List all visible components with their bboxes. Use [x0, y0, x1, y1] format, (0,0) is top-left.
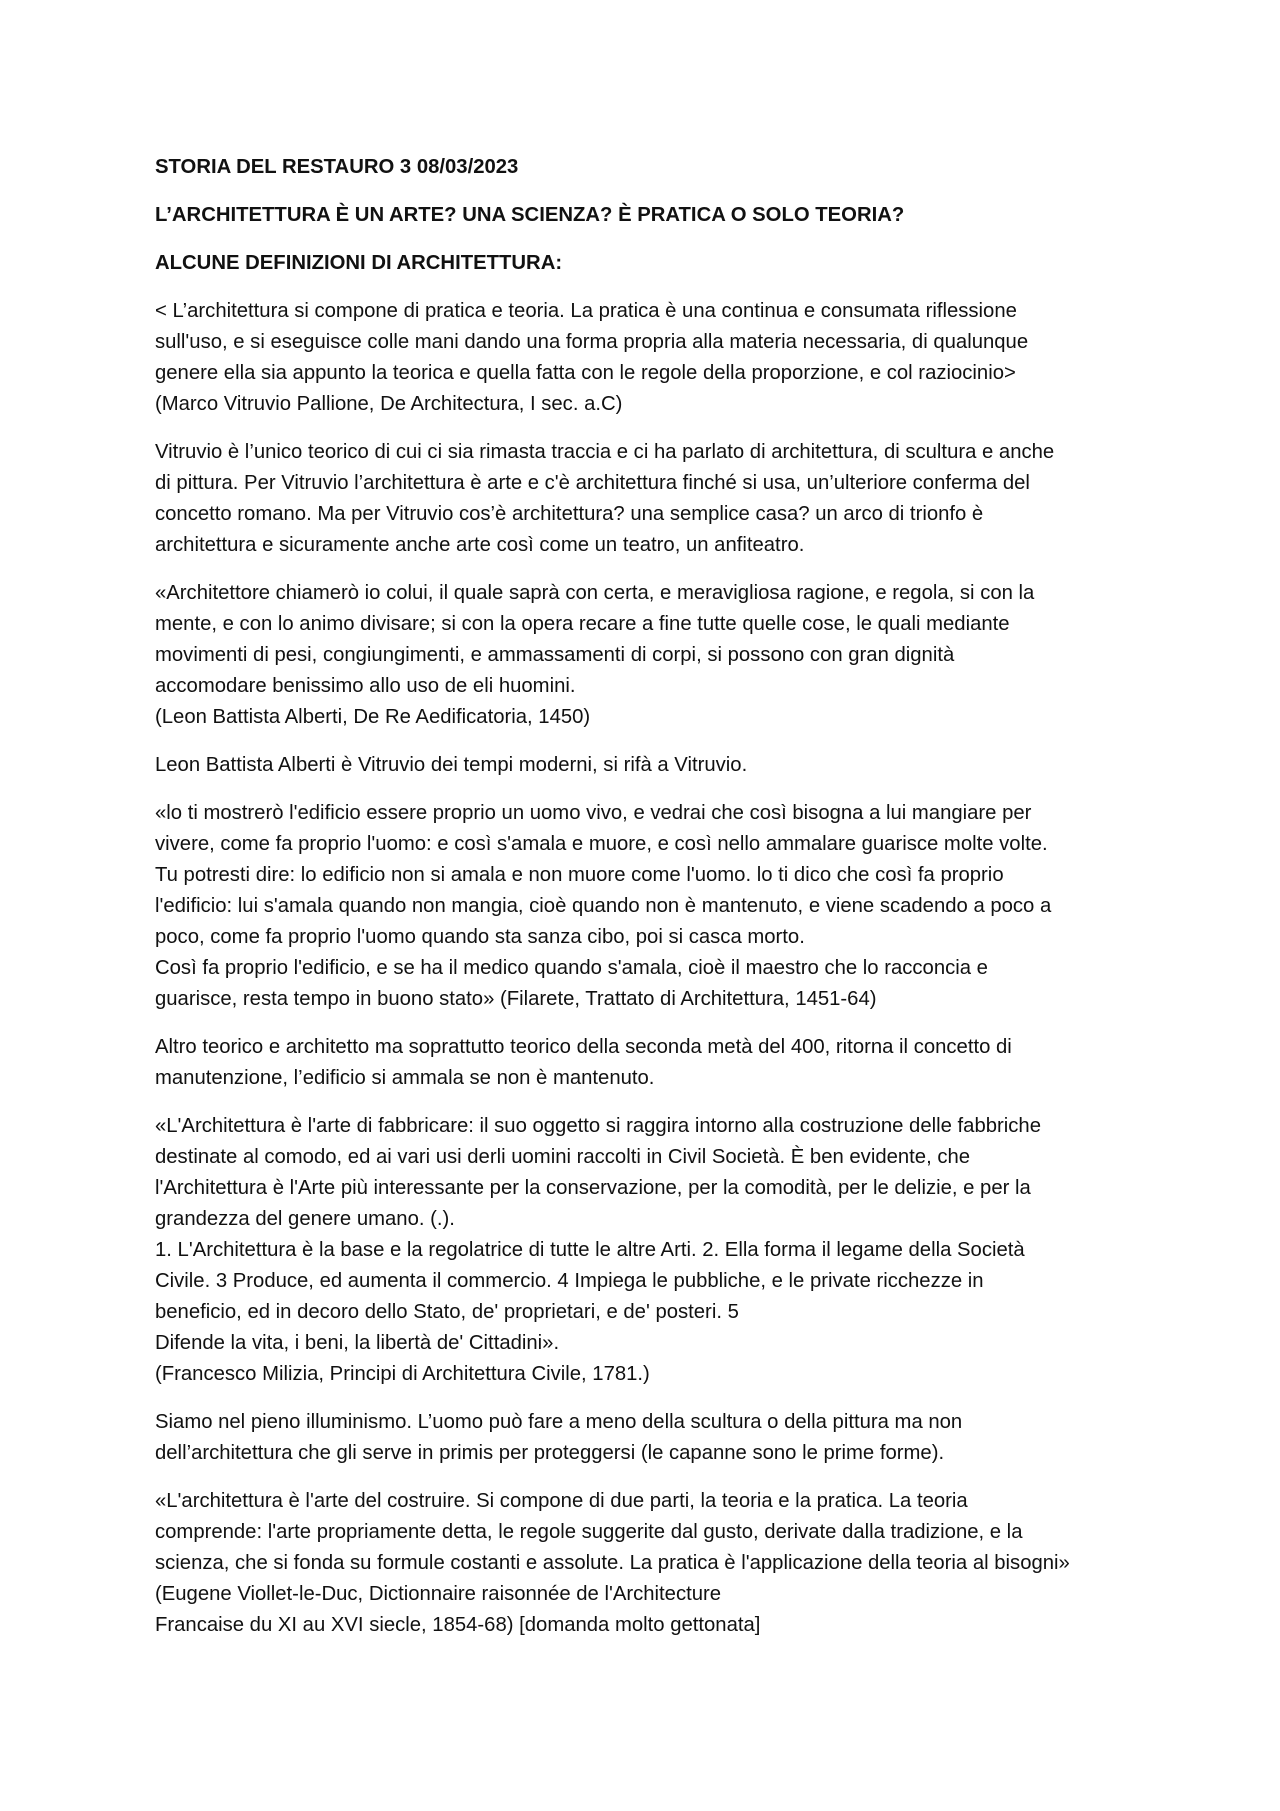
paragraph-milizia-comment: [155, 1407, 1145, 1469]
text-line: di pittura. Per Vitruvio l’architettura è arte e c'è architettura finché si usa, un’ulteriore conferma del: [155, 472, 1030, 494]
paragraph-alberti-comment: [155, 750, 1145, 781]
text-line: guarisce, resta tempo in buono stato» (Filarete, Trattato di Architettura, 1451-64): [155, 988, 877, 1010]
text-line: Leon Battista Alberti è Vitruvio dei tempi moderni, si rifà a Vitruvio.: [155, 754, 748, 776]
document-page: [155, 152, 1145, 1658]
text-line: Francaise du XI au XVI siecle, 1854-68) [domanda molto gettonata]: [155, 1614, 761, 1636]
paragraph-vitruvio-quote: [155, 296, 1145, 420]
text-line: «L'Architettura è l'arte di fabbricare: il suo oggetto si raggira intorno alla costruzione delle fabbriche: [155, 1115, 1041, 1137]
text-line: mente, e con lo animo divisare; si con la opera recare a fine tutte quelle cose, le quali mediante: [155, 613, 1010, 635]
text-line: < L’architettura si compone di pratica e teoria. La pratica è una continua e consumata riflessione: [155, 300, 1017, 322]
text-line: Vitruvio è l’unico teorico di cui ci sia rimasta traccia e ci ha parlato di architettura, di scultura e anche: [155, 441, 1055, 463]
text-line: concetto romano. Ma per Vitruvio cos’è architettura? una semplice casa? un arco di trionfo è: [155, 503, 984, 525]
text-line: comprende: l'arte propriamente detta, le regole suggerite dal gusto, derivate dalla tradizione, e la: [155, 1521, 1023, 1543]
text-line: (Leon Battista Alberti, De Re Aedificatoria, 1450): [155, 706, 591, 728]
text-line: sull'uso, e si eseguisce colle mani dando una forma propria alla materia necessaria, di qualunque: [155, 331, 1029, 353]
text-line: genere ella sia appunto la teorica e quella fatta con le regole della proporzione, e col raziocinio>: [155, 362, 1016, 384]
paragraph-filarete-comment: [155, 1032, 1145, 1094]
text-line: beneficio, ed in decoro dello Stato, de' proprietari, e de' posteri. 5: [155, 1301, 739, 1323]
document-title: STORIA DEL RESTAURO 3 08/03/2023: [155, 156, 519, 178]
text-line: 1. L'Architettura è la base e la regolatrice di tutte le altre Arti. 2. Ella forma il legame della Società: [155, 1239, 1025, 1261]
text-line: scienza, che si fonda su formule costanti e assolute. La pratica è l'applicazione della teoria al bisogni»: [155, 1552, 1070, 1574]
text-line: (Francesco Milizia, Principi di Architettura Civile, 1781.): [155, 1363, 650, 1385]
text-line: «Architettore chiamerò io colui, il quale saprà con certa, e meravigliosa ragione, e regola, si con la: [155, 582, 1035, 604]
text-line: destinate al comodo, ed ai vari usi derli uomini raccolti in Civil Società. È ben evidente, che: [155, 1146, 971, 1168]
text-line: Tu potresti dire: lo edificio non si amala e non muore come l'uomo. lo ti dico che così fa proprio: [155, 864, 1004, 886]
text-line: (Eugene Viollet-le-Duc, Dictionnaire raisonnée de l'Architecture: [155, 1583, 722, 1605]
paragraph-vitruvio-comment: [155, 437, 1145, 561]
section-heading-definitions: ALCUNE DEFINIZIONI DI ARCHITETTURA:: [155, 252, 563, 274]
paragraph-viollet-le-duc-quote: [155, 1486, 1145, 1641]
text-line: (Marco Vitruvio Pallione, De Architectura, I sec. a.C): [155, 393, 623, 415]
text-line: vivere, come fa proprio l'uomo: e così s'amala e muore, e così nello ammalare guarisce molte volte.: [155, 833, 1048, 855]
paragraph-alberti-quote: [155, 578, 1145, 733]
text-line: Così fa proprio l'edificio, e se ha il medico quando s'amala, cioè il maestro che lo racconcia e: [155, 957, 988, 979]
text-line: l'Architettura è l'Arte più interessante per la conservazione, per la comodità, per le delizie, e per la: [155, 1177, 1031, 1199]
text-line: Civile. 3 Produce, ed aumenta il commercio. 4 Impiega le pubbliche, e le private ricchezze in: [155, 1270, 984, 1292]
text-line: accomodare benissimo allo uso de eli huomini.: [155, 675, 576, 697]
paragraph-filarete-quote: [155, 798, 1145, 1015]
text-line: «lo ti mostrerò l'edificio essere proprio un uomo vivo, e vedrai che così bisogna a lui mangiare per: [155, 802, 1032, 824]
section-question: L’ARCHITETTURA È UN ARTE? UNA SCIENZA? È PRATICA O SOLO TEORIA?: [155, 204, 905, 226]
text-line: l'edificio: lui s'amala quando non mangia, cioè quando non è mantenuto, e viene scadendo a poco a: [155, 895, 1052, 917]
text-line: Difende la vita, i beni, la libertà de' Cittadini».: [155, 1332, 560, 1354]
text-line: «L'architettura è l'arte del costruire. Si compone di due parti, la teoria e la pratica. La teoria: [155, 1490, 968, 1512]
text-line: Siamo nel pieno illuminismo. L’uomo può fare a meno della scultura o della pittura ma non: [155, 1411, 963, 1433]
text-line: manutenzione, l’edificio si ammala se non è mantenuto.: [155, 1067, 655, 1089]
text-line: Altro teorico e architetto ma soprattutto teorico della seconda metà del 400, ritorna il concetto di: [155, 1036, 1012, 1058]
text-line: movimenti di pesi, congiungimenti, e ammassamenti di corpi, si possono con gran dignità: [155, 644, 955, 666]
text-line: architettura e sicuramente anche arte così come un teatro, un anfiteatro.: [155, 534, 805, 556]
text-line: grandezza del genere umano. (.).: [155, 1208, 455, 1230]
text-line: dell’architettura che gli serve in primis per proteggersi (le capanne sono le prime forme).: [155, 1442, 945, 1464]
text-line: poco, come fa proprio l'uomo quando sta sanza cibo, poi si casca morto.: [155, 926, 805, 948]
paragraph-milizia-quote: [155, 1111, 1145, 1390]
